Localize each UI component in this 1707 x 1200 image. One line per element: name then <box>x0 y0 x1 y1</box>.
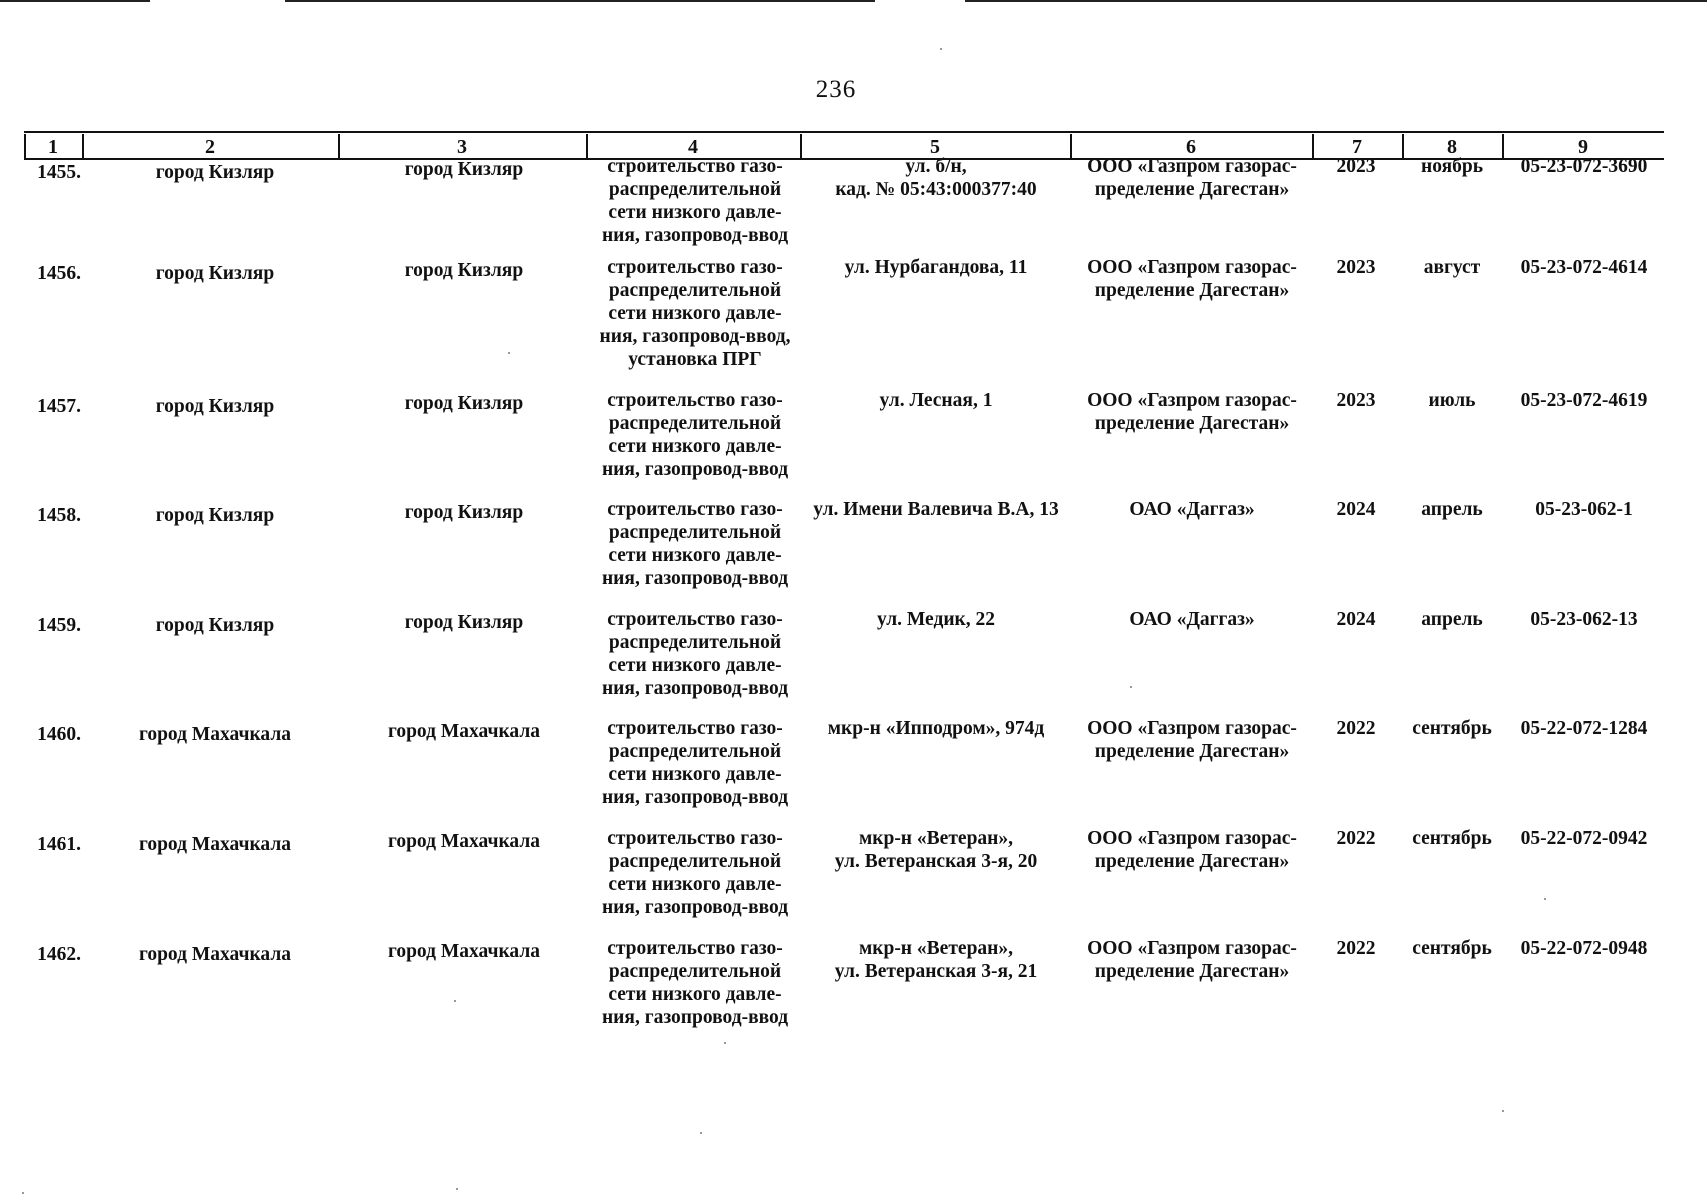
settlement-cell: город Кизляр <box>404 260 524 281</box>
month-cell: апрель <box>1421 609 1483 630</box>
table-row <box>0 827 1707 927</box>
month-cell: ноябрь <box>1420 156 1484 177</box>
scan-edge-line <box>285 0 875 2</box>
page-number: 236 <box>815 76 857 103</box>
address-cell: ул. Лесная, 1 <box>879 390 993 411</box>
code-cell: 05-23-062-1 <box>1535 499 1633 520</box>
year-cell: 2024 <box>1336 609 1376 630</box>
organization-cell: ООО «Газпром газорас- пределение Дагестан» <box>1087 156 1297 200</box>
year-cell: 2023 <box>1336 390 1376 411</box>
municipality-cell: город Кизляр <box>155 615 275 636</box>
address-cell: ул. Имени Валевича В.А, 13 <box>813 499 1059 520</box>
scan-speck <box>940 48 942 50</box>
column-header-5: 5 <box>930 136 940 158</box>
settlement-cell: город Кизляр <box>404 393 524 414</box>
row-number: 1461. <box>37 834 81 855</box>
scan-speck <box>724 1042 726 1044</box>
settlement-cell: город Махачкала <box>387 831 541 852</box>
year-cell: 2022 <box>1336 828 1376 849</box>
code-cell: 05-23-072-4619 <box>1520 390 1648 411</box>
work-description-cell: строительство газо- распределительной сети низкого давле- ния, газопровод-ввод <box>601 609 789 699</box>
scan-speck <box>1502 1110 1504 1112</box>
table-row <box>0 717 1707 817</box>
address-cell: ул. Медик, 22 <box>876 609 996 630</box>
column-header-4: 4 <box>688 136 698 158</box>
work-description-cell: строительство газо- распределительной сети низкого давле- ния, газопровод-ввод <box>601 156 789 246</box>
municipality-cell: город Махачкала <box>138 834 292 855</box>
municipality-cell: город Махачкала <box>138 944 292 965</box>
table-row <box>0 389 1707 489</box>
month-cell: сентябрь <box>1412 718 1492 739</box>
work-description-cell: строительство газо- распределительной сети низкого давле- ния, газопровод-ввод <box>601 938 789 1028</box>
column-header-1: 1 <box>48 136 58 158</box>
table-row <box>0 608 1707 708</box>
code-cell: 05-22-072-1284 <box>1520 718 1648 739</box>
code-cell: 05-23-062-13 <box>1530 609 1638 630</box>
scan-speck <box>700 1132 702 1134</box>
scan-speck <box>1130 686 1132 688</box>
table-row <box>0 155 1707 255</box>
municipality-cell: город Кизляр <box>155 162 275 183</box>
code-cell: 05-22-072-0948 <box>1520 938 1648 959</box>
settlement-cell: город Кизляр <box>404 502 524 523</box>
year-cell: 2023 <box>1336 257 1376 278</box>
row-number: 1455. <box>37 162 81 183</box>
year-cell: 2023 <box>1336 156 1376 177</box>
table-row <box>0 937 1707 1037</box>
scan-speck <box>22 1192 24 1194</box>
code-cell: 05-23-072-3690 <box>1520 156 1648 177</box>
organization-cell: ООО «Газпром газорас- пределение Дагестан» <box>1087 828 1297 872</box>
organization-cell: ОАО «Даггаз» <box>1129 609 1255 630</box>
month-cell: сентябрь <box>1412 828 1492 849</box>
code-cell: 05-22-072-0942 <box>1520 828 1648 849</box>
address-cell: мкр-н «Ипподром», 974д <box>827 718 1045 739</box>
column-header-8: 8 <box>1447 136 1457 158</box>
column-header-2: 2 <box>205 136 215 158</box>
work-description-cell: строительство газо- распределительной сети низкого давле- ния, газопровод-ввод <box>601 390 789 480</box>
scan-edge-line <box>0 0 150 2</box>
organization-cell: ООО «Газпром газорас- пределение Дагестан» <box>1087 390 1297 434</box>
row-number: 1460. <box>37 724 81 745</box>
settlement-cell: город Кизляр <box>404 159 524 180</box>
row-number: 1459. <box>37 615 81 636</box>
scan-speck <box>454 1000 456 1002</box>
month-cell: сентябрь <box>1412 938 1492 959</box>
work-description-cell: строительство газо- распределительной сети низкого давле- ния, газопровод-ввод <box>601 718 789 808</box>
code-cell: 05-23-072-4614 <box>1520 257 1648 278</box>
municipality-cell: город Кизляр <box>155 396 275 417</box>
year-cell: 2024 <box>1336 499 1376 520</box>
month-cell: август <box>1423 257 1481 278</box>
work-description-cell: строительство газо- распределительной сети низкого давле- ния, газопровод-ввод <box>601 499 789 589</box>
settlement-cell: город Кизляр <box>404 612 524 633</box>
year-cell: 2022 <box>1336 938 1376 959</box>
address-cell: мкр-н «Ветеран», ул. Ветеранская 3-я, 20 <box>834 828 1038 872</box>
municipality-cell: город Махачкала <box>138 724 292 745</box>
column-header-9: 9 <box>1578 136 1588 158</box>
organization-cell: ООО «Газпром газорас- пределение Дагестан» <box>1087 257 1297 301</box>
header-top-rule <box>24 131 1664 133</box>
settlement-cell: город Махачкала <box>387 941 541 962</box>
organization-cell: ООО «Газпром газорас- пределение Дагестан» <box>1087 938 1297 982</box>
scan-speck <box>1544 898 1546 900</box>
row-number: 1457. <box>37 396 81 417</box>
column-header-6: 6 <box>1186 136 1196 158</box>
settlement-cell: город Махачкала <box>387 721 541 742</box>
year-cell: 2022 <box>1336 718 1376 739</box>
row-number: 1458. <box>37 505 81 526</box>
address-cell: мкр-н «Ветеран», ул. Ветеранская 3-я, 21 <box>834 938 1038 982</box>
municipality-cell: город Кизляр <box>155 505 275 526</box>
row-number: 1456. <box>37 263 81 284</box>
municipality-cell: город Кизляр <box>155 263 275 284</box>
organization-cell: ОАО «Даггаз» <box>1129 499 1255 520</box>
work-description-cell: строительство газо- распределительной сети низкого давле- ния, газопровод-ввод, установка ПРГ <box>599 257 791 370</box>
column-header-7: 7 <box>1352 136 1362 158</box>
scan-speck <box>456 1188 458 1190</box>
row-number: 1462. <box>37 944 81 965</box>
table-row <box>0 256 1707 370</box>
column-header-3: 3 <box>457 136 467 158</box>
organization-cell: ООО «Газпром газорас- пределение Дагестан» <box>1087 718 1297 762</box>
work-description-cell: строительство газо- распределительной сети низкого давле- ния, газопровод-ввод <box>601 828 789 918</box>
scan-speck <box>508 352 510 354</box>
scan-edge-line <box>965 0 1707 2</box>
month-cell: апрель <box>1421 499 1483 520</box>
address-cell: ул. Нурбагандова, 11 <box>844 257 1028 278</box>
address-cell: ул. б/н, кад. № 05:43:000377:40 <box>835 156 1037 200</box>
month-cell: июль <box>1428 390 1476 411</box>
table-row <box>0 498 1707 598</box>
